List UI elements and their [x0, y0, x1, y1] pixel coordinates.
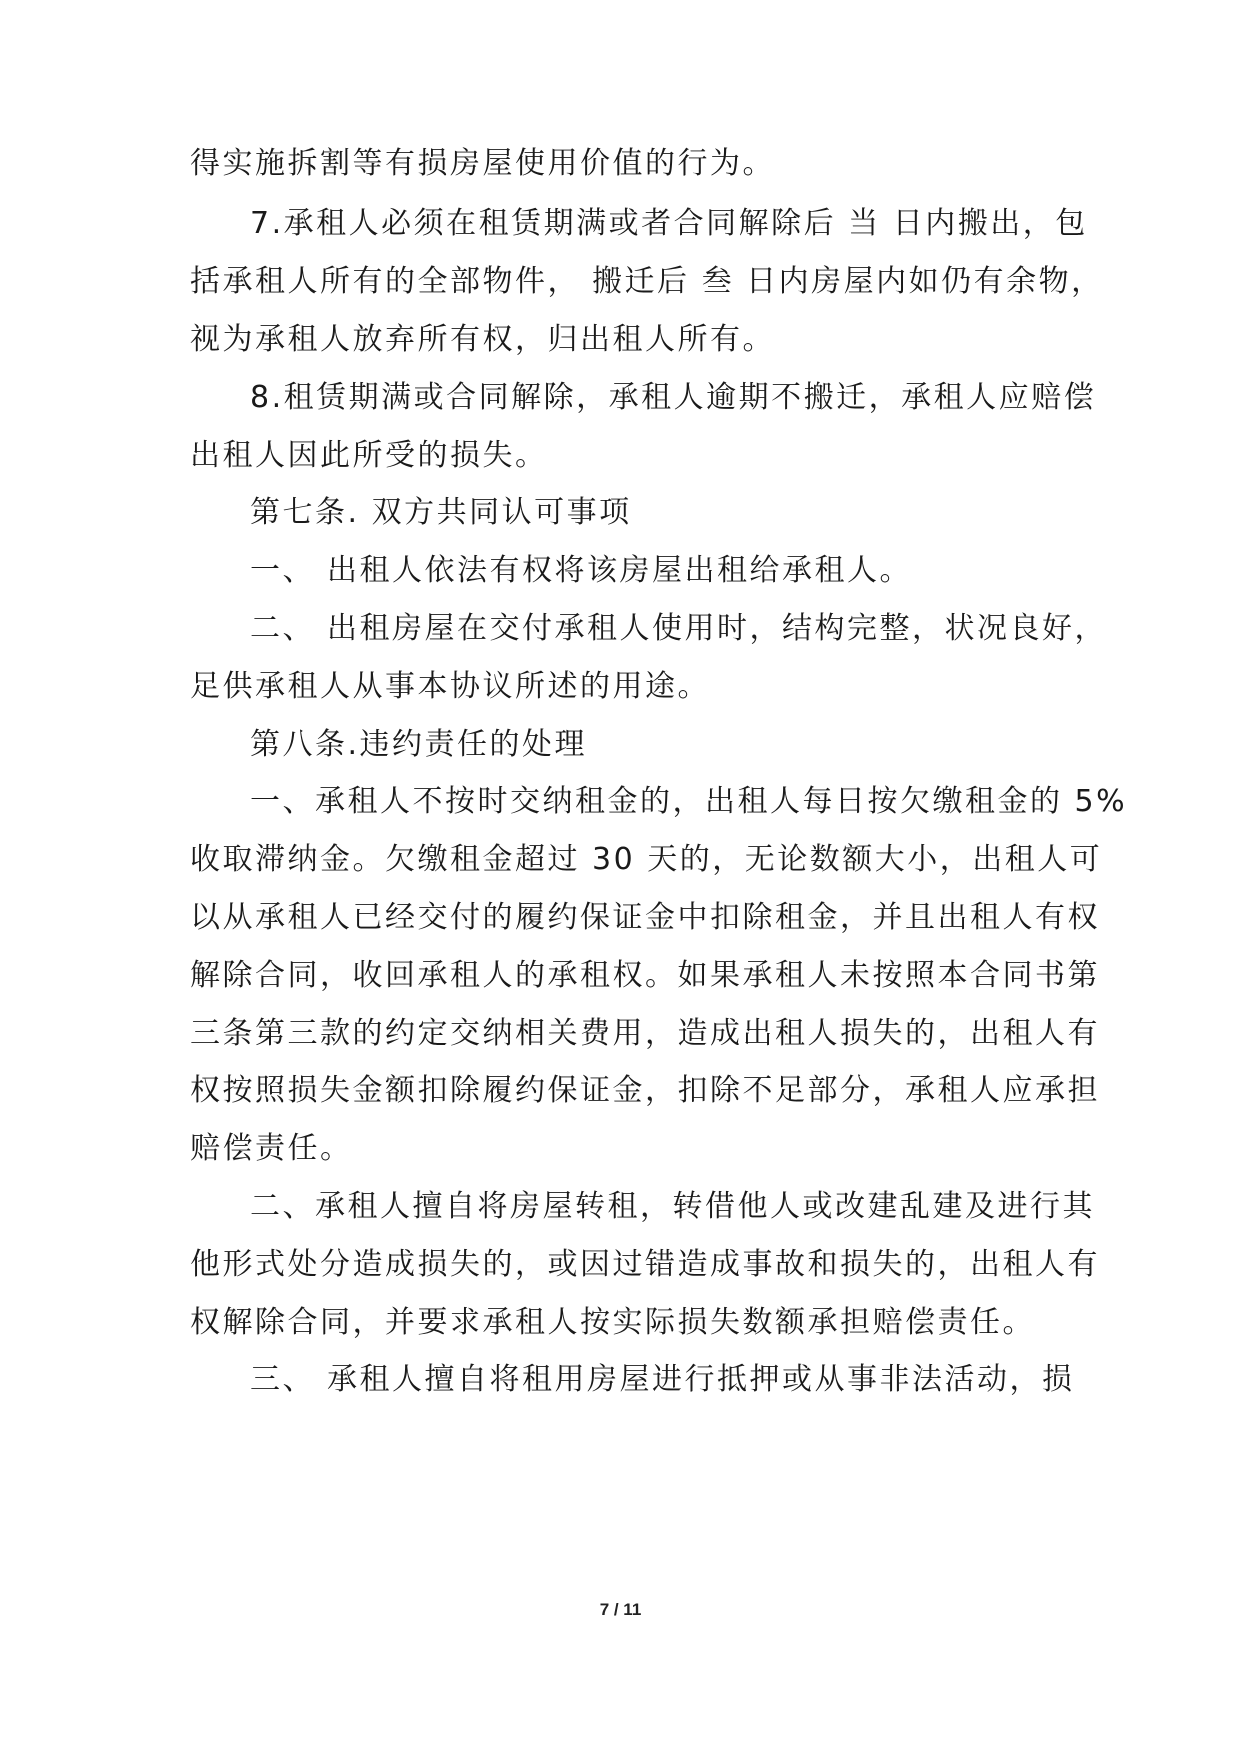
page-number: 7 / 11 — [599, 1600, 642, 1619]
paragraph-line: 权解除合同，并要求承租人按实际损失数额承担赔偿责任。 — [190, 1305, 1035, 1340]
paragraph-line: 出租人因此所受的损失。 — [190, 438, 548, 473]
paragraph-line: 得实施拆割等有损房屋使用价值的行为。 — [190, 146, 775, 181]
paragraph-line: 一、 出租人依法有权将该房屋出租给承租人。 — [250, 553, 913, 588]
paragraph-line: 7.承租人必须在租赁期满或者合同解除后 当 日内搬出，包 — [250, 206, 1088, 241]
paragraph-line: 足供承租人从事本协议所述的用途。 — [190, 669, 710, 704]
paragraph-line: 以从承租人已经交付的履约保证金中扣除租金，并且出租人有权 — [190, 900, 1100, 935]
paragraph-line: 二、 出租房屋在交付承租人使用时，结构完整，状况良好， — [250, 611, 1108, 646]
paragraph-line: 赔偿责任。 — [190, 1131, 353, 1166]
paragraph-line: 8.租赁期满或合同解除，承租人逾期不搬迁，承租人应赔偿 — [250, 380, 1097, 415]
paragraph-line: 三、 承租人擅自将租用房屋进行抵押或从事非法活动，损 — [250, 1362, 1075, 1397]
section-heading: 第七条. 双方共同认可事项 — [250, 495, 632, 530]
paragraph-line: 括承租人所有的全部物件， 搬迁后 叁 日内房屋内如仍有余物， — [190, 264, 1104, 299]
section-heading: 第八条.违约责任的处理 — [250, 727, 588, 762]
paragraph-line: 视为承租人放弃所有权，归出租人所有。 — [190, 322, 775, 357]
paragraph-line: 解除合同，收回承租人的承租权。如果承租人未按照本合同书第 — [190, 958, 1100, 993]
paragraph-line: 他形式处分造成损失的，或因过错造成事故和损失的，出租人有 — [190, 1247, 1100, 1282]
paragraph-line: 权按照损失金额扣除履约保证金，扣除不足部分，承租人应承担 — [190, 1073, 1100, 1108]
paragraph-line: 二、承租人擅自将房屋转租，转借他人或改建乱建及进行其 — [250, 1189, 1095, 1224]
paragraph-line: 一、承租人不按时交纳租金的，出租人每日按欠缴租金的 5% — [250, 784, 1128, 819]
paragraph-line: 收取滞纳金。欠缴租金超过 30 天的，无论数额大小，出租人可 — [190, 842, 1103, 877]
paragraph-line: 三条第三款的约定交纳相关费用，造成出租人损失的，出租人有 — [190, 1016, 1100, 1051]
